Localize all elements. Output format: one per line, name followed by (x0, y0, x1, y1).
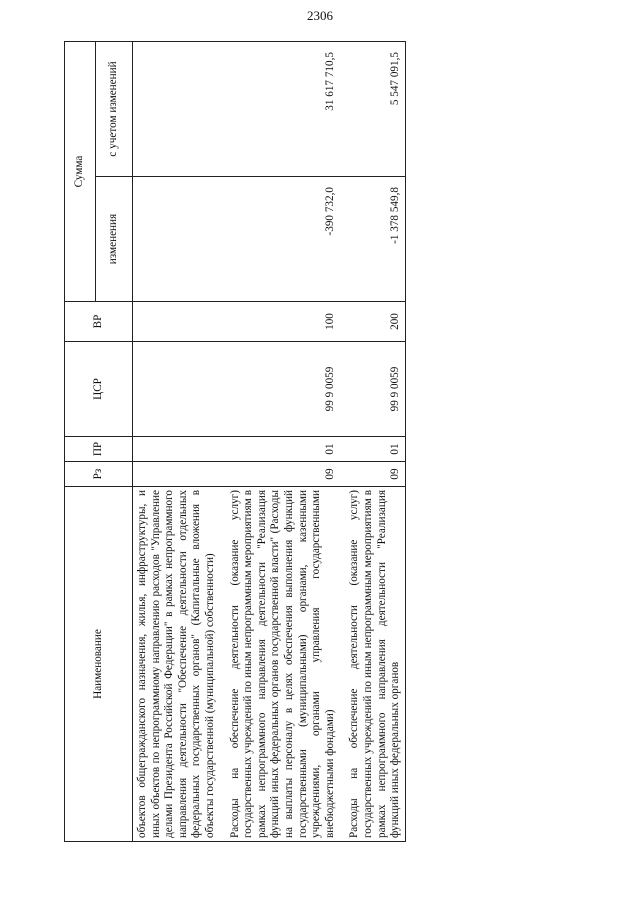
row-csr: 99 9 0059 (226, 342, 340, 437)
header-with-changes: с учетом изменений (96, 42, 133, 177)
row-vr (133, 302, 220, 342)
row-rz (133, 462, 220, 487)
row-csr (133, 342, 220, 437)
header-vr: ВР (65, 302, 133, 342)
row-vr: 100 (226, 302, 340, 342)
row-with-changes: 5 547 091,5 (345, 42, 405, 177)
row-pr (133, 437, 220, 462)
header-name: Наименование (65, 487, 133, 842)
table-row (133, 42, 220, 842)
row-pr: 01 (226, 437, 340, 462)
header-pr: ПР (65, 437, 133, 462)
row-pr: 01 (345, 437, 405, 462)
row-with-changes: 31 617 710,5 (226, 42, 340, 177)
rotated-table-container (64, 42, 564, 842)
page-number: 2306 (307, 8, 333, 23)
header-rz: Рз (65, 462, 133, 487)
row-name: Расходы на обеспечение деятельности (оказание услуг) государственных учреждений по иным непрограммным мероприятиям в рамках непрограммного направления деятельности "Реализация функций иных федеральных органов государственной власти" (Расходы на выплаты персоналу в целях обеспечения выполнения функций государственными (муниципальными) органами, казенными учреждениями, органами управления государственными внебюджетными фондами) (226, 487, 340, 842)
table-row (345, 42, 405, 842)
row-csr: 99 9 0059 (345, 342, 405, 437)
row-changes: -1 378 549,8 (345, 177, 405, 302)
row-vr: 200 (345, 302, 405, 342)
budget-table (64, 41, 406, 842)
row-rz: 09 (345, 462, 405, 487)
header-csr: ЦСР (65, 342, 133, 437)
row-name: Расходы на обеспечение деятельности (оказание услуг) государственных учреждений по иным непрограммным мероприятиям в рамках непрограммного направления деятельности "Реализация функций иных федеральных органов (345, 487, 405, 842)
header-sum: Сумма (65, 42, 96, 302)
row-changes: -390 732,0 (226, 177, 340, 302)
row-with-changes (133, 42, 220, 177)
row-rz: 09 (226, 462, 340, 487)
table-row (226, 42, 340, 842)
row-changes (133, 177, 220, 302)
row-name: объектов общегражданского назначения, жилья, инфраструктуры, и иных объектов по непрограммному направлению расходов "Управление делами Президента Российской Федерации" в рамках непрограммного направления деятельности "Обеспечение деятельности отдельных федеральных государственных органов" (Капитальные вложения в объекты государственной (муниципальной) собственности) (133, 487, 220, 842)
header-changes: изменения (96, 177, 133, 302)
